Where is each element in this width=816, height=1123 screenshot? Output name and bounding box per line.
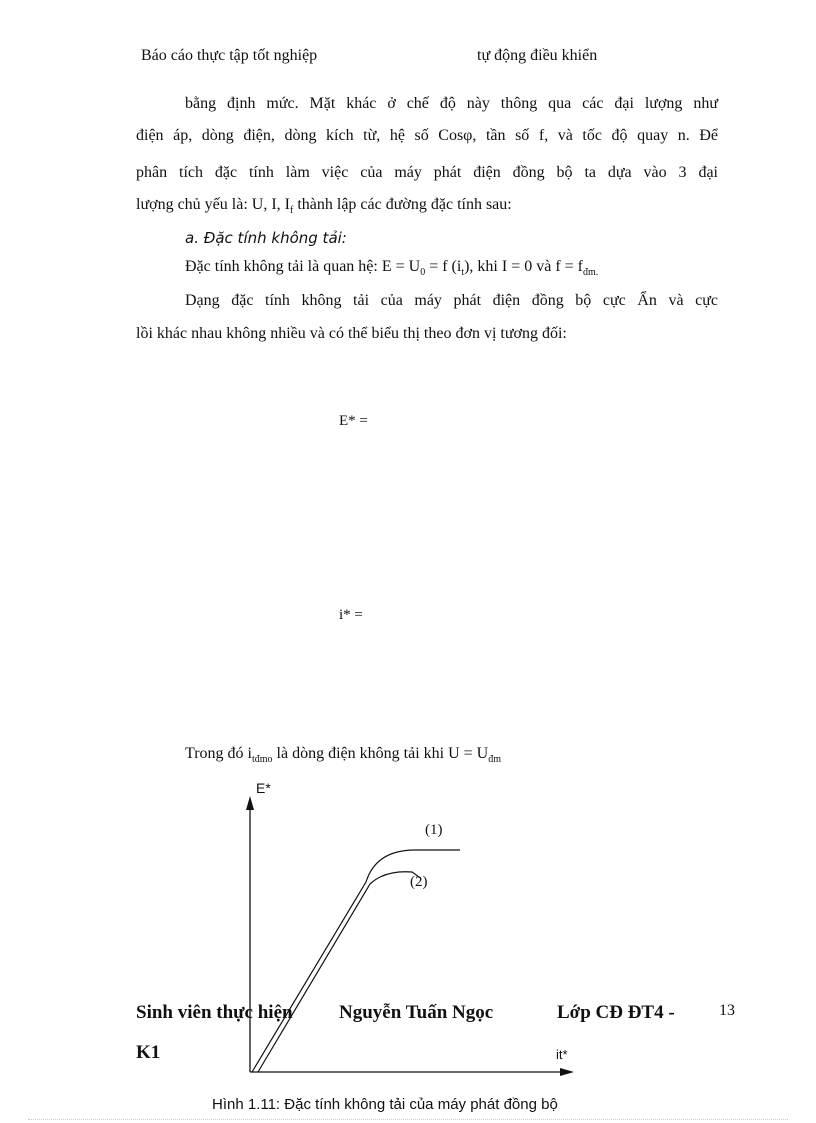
footer-class-label: Lớp CĐ ĐT4 -: [557, 1002, 675, 1023]
curve-1-label: (1): [425, 822, 443, 838]
formula-i-star: i* =: [339, 607, 363, 623]
x-axis-arrow: [560, 1068, 574, 1076]
relation-line: Đặc tính không tải là quan hệ: $E = U_0 = f$ $(i_t)$, khi I = 0 và $f = f_{đm.}$: [185, 258, 599, 278]
footer-student-label: Sinh viên thực hiện: [136, 1002, 293, 1023]
body-line-1: bằng định mức. Mặt khác ở chế độ này thông qua các đại lượng như: [185, 95, 718, 112]
body-line-2: điện áp, dòng điện, dòng kích từ, hệ số Cosφ, tần số f, và tốc độ quay n. Để: [136, 127, 718, 144]
body-line-5: Dạng đặc tính không tải của máy phát điện đồng bộ cực Ẩn và cực: [185, 292, 718, 309]
y-axis-arrow: [246, 796, 254, 810]
curve-2: [258, 872, 420, 1072]
section-heading: a. Đặc tính không tải:: [185, 229, 347, 247]
formula-e-star: E* =: [339, 413, 368, 429]
footer-student-name: Nguyễn Tuấn Ngọc: [339, 1002, 494, 1023]
header-left: Báo cáo thực tập tốt nghiệp: [141, 47, 318, 64]
y-axis-label: E*: [256, 780, 271, 796]
curve-1: [252, 850, 460, 1072]
page-number: 13: [719, 1002, 735, 1019]
body-line-6: lồi khác nhau không nhiều và có thể biểu thị theo đơn vị tương đối:: [136, 325, 567, 342]
footer-class-suffix: K1: [136, 1042, 161, 1063]
curve-2-label: (2): [410, 874, 428, 890]
body-line-4: lượng chủ yếu là: U, I, $I_f$ thành lập các đường đặc tính sau:: [136, 196, 512, 216]
note-line: Trong đó $i_{tđmo}$ là dòng điện không tải khi $U = U_{đm}$: [185, 745, 501, 765]
figure-caption: Hình 1.11: Đặc tính không tải của máy phát đồng bộ: [212, 1096, 558, 1113]
x-axis-label: it*: [556, 1047, 568, 1062]
header-right: tự động điều khiển: [477, 47, 598, 64]
page-edge-divider: [28, 1119, 788, 1120]
body-line-3: phân tích đặc tính làm việc của máy phát điện đồng bộ ta dựa vào 3 đại: [136, 164, 718, 181]
